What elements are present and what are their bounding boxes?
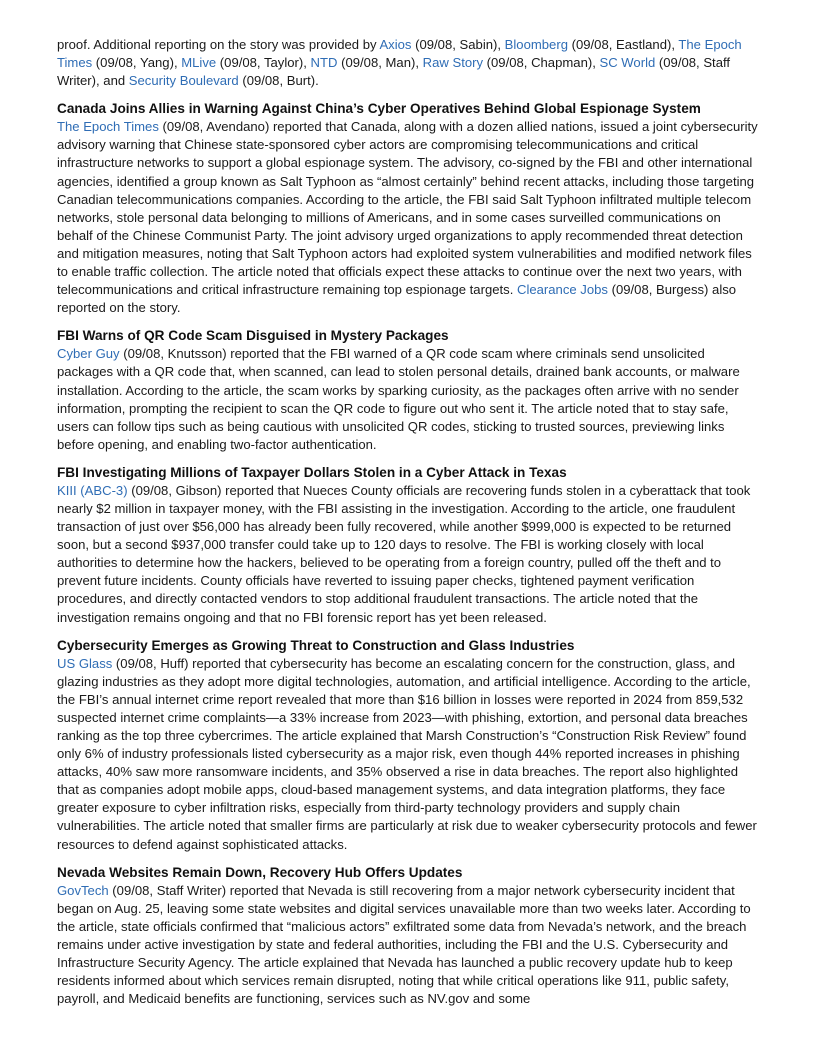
source-link-us-glass[interactable]: US Glass [57, 655, 113, 671]
article-body: GovTech (09/08, Staff Writer) reported that Nevada is still recovering from a major network cybersecurity incident that began on Aug. 25, leaving some state websites and digital services unavailable more than two weeks later. According to the article, state officials confirmed that “malicious actors” exfiltrated some data from Nevada’s network, and the breach remains under active investigation by state and federal authorities, including the FBI and the U.S. Cybersecurity and Infrastructure Security Agency. The article explained that Nevada has launched a public recovery update hub to keep residents informed about which services remain disrupted, noting that while critical operations like 911, public safety, payroll, and Medicaid benefits are functioning, services such as NV.gov and some [57, 882, 751, 1007]
article-body: KIII (ABC-3) (09/08, Gibson) reported that Nueces County officials are recovering funds stolen in a cyberattack that took nearly $2 million in taxpayer money, with the FBI assisting in the investigation. According to the article, one fraudulent transaction of just over $56,000 has already been fully recovered, while another $999,000 is expected to be returned soon, but a second $937,000 transfer could take up to 120 days to resolve. The FBI is working closely with local authorities to determine how the hackers, believed to be operating from a foreign country, pulled off the theft and to prevent future incidents. County officials have reverted to issuing paper checks, tightened payment verification procedures, and directly contacted vendors to stop additional fraudulent transactions. The article noted that the investigation remains ongoing and that no FBI forensic report has yet been released. [57, 482, 751, 625]
source-link-raw-story[interactable]: Raw Story [422, 55, 484, 71]
article-headline: FBI Warns of QR Code Scam Disguised in Mystery Packages [57, 328, 449, 344]
article-headline: Canada Joins Allies in Warning Against China’s Cyber Operatives Behind Global Espionage System [57, 101, 701, 117]
source-link-clearance-jobs[interactable]: Clearance Jobs [516, 282, 608, 298]
source-link-security-boulevard[interactable]: Security Boulevard [128, 73, 239, 89]
source-link-cyber-guy[interactable]: Cyber Guy [57, 346, 120, 362]
article-body: The Epoch Times (09/08, Avendano) reported that Canada, along with a dozen allied nations, issued a joint cybersecurity advisory warning that Chinese state-sponsored cyber actors are compromising telecommunications and critical infrastructure networks to support a global espionage system. The advisory, co-signed by the FBI and other international agencies, identified a group known as Salt Typhoon as “almost certainly” behind recent attacks, including those targeting Canadian telecommunications companies. According to the article, the FBI said Salt Typhoon infiltrated multiple telecom networks, stole personal data belonging to millions of Americans, and in some cases surveilled communications on behalf of the Chinese Communist Party. The joint advisory urged organizations to apply recommended threat detection and mitigation measures, noting that Salt Typhoon actors had exploited system vulnerabilities and modified network files to enable traffic collection. The article noted that officials expect these attacks to continue over the next two years, with telecommunications and critical infrastructure remaining top espionage targets. Clearance Jobs (09/08, Burgess) also reported on the story. [57, 119, 758, 316]
source-link-the-epoch-times[interactable]: The Epoch Times [57, 37, 742, 71]
intro-paragraph: proof. Additional reporting on the story was provided by Axios (09/08, Sabin), Bloomberg (09/08, Eastland), The Epoch Times (09/08, Yang), MLive (09/08, Taylor), NTD (09/08, Man), Raw Story (09/08, Chapman), SC World (09/08, Staff Writer), and Security Boulevard (09/08, Burt). [57, 37, 742, 89]
source-link-ntd[interactable]: NTD [310, 55, 338, 71]
source-link-bloomberg[interactable]: Bloomberg [504, 37, 568, 52]
article-nevada-websites [57, 864, 760, 1009]
source-link-govtech[interactable]: GovTech [57, 882, 109, 898]
article-construction-glass [57, 637, 760, 854]
source-link-the-epoch-times[interactable]: The Epoch Times [57, 119, 159, 135]
article-body: US Glass (09/08, Huff) reported that cybersecurity has become an escalating concern for the construction, glass, and glazing industries as they adopt more digital technologies, automation, and artificial intelligence. According to the article, the FBI’s annual internet crime report revealed that more than $16 billion in losses were reported in 2024 from 859,532 suspected internet crime complaints—a 33% increase from 2023—with phishing, extortion, and personal data breaches ranking as the top three cybercrimes. The article explained that Marsh Construction’s “Construction Risk Review” found only 6% of industry professionals listed cybersecurity as a major risk, even though 44% reported increases in phishing attacks, 40% saw more ransomware incidents, and 35% observed a rise in data breaches. The report also highlighted that as companies adopt mobile apps, cloud-based management systems, and data integration platforms, they face greater exposure to cyber infiltration risks, especially from third-party technology providers and supply chain vulnerabilities. The article noted that smaller firms are particularly at risk due to weaker cybersecurity protocols and fewer resources to defend against sophisticated attacks. [57, 655, 757, 852]
source-link-axios[interactable]: Axios [379, 37, 412, 52]
source-link-sc-world[interactable]: SC World [599, 55, 656, 71]
article-canada-salt-typhoon [57, 100, 760, 317]
source-link-mlive[interactable]: MLive [181, 55, 217, 71]
article-body: Cyber Guy (09/08, Knutsson) reported that the FBI warned of a QR code scam where criminals send unsolicited packages with a QR code that, when scanned, can lead to stolen personal details, drained bank accounts, or malware installation. According to the article, the scam works by sparking curiosity, as the packages often arrive with no sender information, prompting the recipient to scan the QR code to figure out who sent it. The article noted that to stay safe, users can follow tips such as being cautious with unsolicited QR codes, sticking to trusted sources, previewing links before opening, and enabling two-factor authentication. [57, 346, 740, 452]
article-qr-code-scam [57, 327, 760, 454]
article-headline: Nevada Websites Remain Down, Recovery Hub Offers Updates [57, 864, 463, 880]
source-link-kiii-abc-3[interactable]: KIII (ABC-3) [57, 482, 128, 498]
article-headline: Cybersecurity Emerges as Growing Threat to Construction and Glass Industries [57, 637, 575, 653]
article-texas-taxpayer-theft [57, 464, 760, 627]
article-headline: FBI Investigating Millions of Taxpayer Dollars Stolen in a Cyber Attack in Texas [57, 464, 567, 480]
